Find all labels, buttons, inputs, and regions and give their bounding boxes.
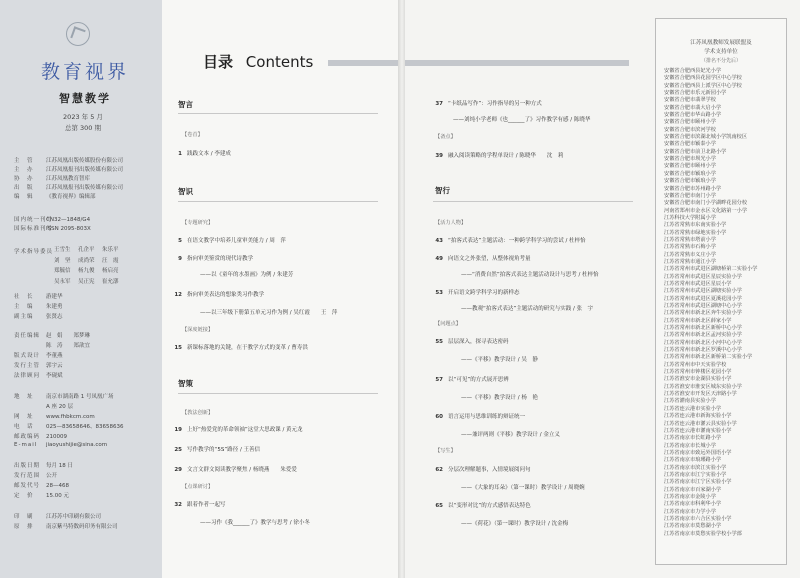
masthead-row-label: 社 长 bbox=[14, 294, 34, 300]
masthead-row-value: 南京市湖南路 1 号凤凰广场 bbox=[46, 394, 114, 400]
alliance-unit: 江苏省南京市莫愁湖小学 bbox=[664, 523, 722, 530]
masthead-row-value: 江苏苏中印刷有限公司 bbox=[46, 514, 102, 520]
masthead-row bbox=[14, 183, 123, 191]
advisor-name: 崔允漷 bbox=[102, 278, 119, 285]
masthead-row-value: ISSN 2095-803X bbox=[46, 226, 91, 232]
magazine-logo-icon bbox=[66, 22, 90, 46]
section-zhixing: 智行 bbox=[435, 186, 450, 195]
alliance-unit: 安徽省合肥市苏州路小学 bbox=[664, 185, 722, 192]
sidebar-title: 江苏凤凰教师发展联盟及 学术支持单位 bbox=[690, 40, 752, 55]
advisor-name: 汪 霞 bbox=[102, 257, 119, 264]
section-zhiyan: 智言 bbox=[178, 100, 193, 109]
masthead-row bbox=[14, 432, 67, 440]
masthead-row-value: 15.00 元 bbox=[46, 493, 69, 499]
entry-title: 向语文之外张望，从整体视角考量 bbox=[448, 256, 531, 262]
entry-title: 指向审美鉴赏的现代诗教学 bbox=[187, 256, 254, 262]
column-label: 【卷首】 bbox=[182, 132, 203, 138]
page-number: 60 bbox=[435, 414, 443, 420]
page-number: 29 bbox=[174, 467, 182, 473]
masthead-row-value: 江苏凤凰报刊出版传媒有限公司 bbox=[46, 185, 124, 191]
column-label: 【备点】 bbox=[435, 134, 456, 140]
section-zhishi: 智识 bbox=[178, 187, 193, 196]
page-number: 9 bbox=[178, 256, 182, 262]
masthead-row-value: 朱建勇 bbox=[46, 304, 63, 310]
page-number: 43 bbox=[435, 238, 443, 244]
masthead-row bbox=[14, 522, 118, 530]
advisor-name: 杨九俊 bbox=[78, 268, 95, 274]
toc-entry[interactable] bbox=[168, 236, 286, 244]
masthead-row bbox=[14, 292, 63, 300]
masthead-row-value: 《教育视界》编辑部 bbox=[46, 194, 96, 200]
alliance-unit: 江苏省常州市武进区星辰实验小学 bbox=[664, 273, 742, 280]
alliance-unit: 江苏省南京市江宁实验小学 bbox=[664, 471, 727, 478]
alliance-unit: 江苏省常州市中天实验学校 bbox=[664, 361, 727, 368]
masthead-row-value: 025—83658646、83658636 bbox=[46, 424, 124, 430]
alliance-unit: 江苏省淮安市金湖县实验小学 bbox=[664, 376, 732, 383]
masthead-row bbox=[14, 302, 63, 310]
section-zhice: 智策 bbox=[178, 379, 193, 388]
advisor-name: 杨启亮 bbox=[102, 268, 119, 274]
page-number: 12 bbox=[174, 292, 182, 298]
alliance-unit: 安徽省合肥市颖泰小学 bbox=[664, 141, 716, 148]
alliance-unit: 江苏省常熟市通江小学 bbox=[664, 258, 716, 265]
page-number: 49 bbox=[435, 256, 443, 262]
alliance-unit: 江苏省南京市长虹路小学 bbox=[664, 435, 722, 442]
masthead-row-label: 编 辑 bbox=[14, 194, 34, 200]
column-label: 【写生】 bbox=[435, 448, 456, 454]
section-divider bbox=[178, 113, 378, 114]
alliance-unit: 江苏省常熟市石梅小学 bbox=[664, 244, 716, 251]
toc-entry[interactable] bbox=[168, 290, 264, 298]
masthead-row-label: E-mail bbox=[14, 442, 38, 448]
alliance-unit: 河南省郑州市金水区文化路第一小学 bbox=[664, 207, 748, 214]
column-label: 【活力人物】 bbox=[435, 220, 467, 226]
masthead-row-value: 南京紫马特数码印务有限公司 bbox=[46, 524, 118, 530]
entry-title: 层层深入，探寻表达密码 bbox=[448, 339, 509, 345]
alliance-unit: 江苏省南京市力学小学 bbox=[664, 508, 716, 515]
toc-entry[interactable] bbox=[429, 254, 531, 262]
alliance-unit: 江苏省淮安市淮安区城东实验小学 bbox=[664, 383, 742, 390]
advisor-name: 吴正宪 bbox=[78, 278, 95, 285]
alliance-unit: 安徽省合肥市翡翠学校 bbox=[664, 97, 716, 104]
alliance-unit: 江苏省南京市金陵小学 bbox=[664, 493, 716, 500]
toc-entry[interactable]: 32 跟着作者一起写 bbox=[174, 502, 226, 508]
alliance-sidebar bbox=[655, 18, 787, 565]
page-number: 57 bbox=[435, 377, 443, 383]
issue-number: 总第 300 期 bbox=[64, 124, 102, 132]
toc-entry[interactable] bbox=[168, 254, 253, 262]
alliance-unit: 江苏省常州市新北区新桥第二实验小学 bbox=[664, 354, 753, 361]
masthead-row-label: 原 排 bbox=[14, 524, 34, 530]
masthead-row bbox=[14, 192, 96, 200]
masthead-row bbox=[14, 361, 63, 369]
toc-entry[interactable] bbox=[429, 375, 509, 383]
masthead-row-label: 法律顾问 bbox=[14, 373, 41, 379]
masthead-row bbox=[14, 312, 63, 320]
alliance-unit: 江苏省南京市滨江实验小学 bbox=[664, 464, 727, 471]
toc-entry[interactable] bbox=[168, 445, 260, 453]
alliance-unit: 江苏省常熟市义庄小学 bbox=[664, 251, 716, 258]
masthead-row bbox=[14, 392, 114, 400]
alliance-unit: 安徽省合肥市颐州小学 bbox=[664, 119, 716, 126]
masthead-row-label: 地 址 bbox=[14, 394, 34, 400]
alliance-unit: 江苏科技大学附属小学 bbox=[664, 214, 716, 221]
toc-entry[interactable] bbox=[429, 236, 586, 244]
toc-subentry: ——以《童年的水墨画》为例 / 朱建芳 bbox=[200, 272, 294, 278]
masthead-row-value: jiaoyushijie@sina.com bbox=[46, 442, 108, 448]
page-number: 55 bbox=[435, 339, 443, 345]
masthead-row bbox=[14, 412, 95, 420]
masthead-row-label: 副主编 bbox=[14, 314, 34, 320]
masthead-row-label: 印 刷 bbox=[14, 514, 34, 520]
toc-entry[interactable]: 37 “卡纸品写作”：习作指导的另一种方式 bbox=[435, 101, 542, 107]
alliance-unit: 安徽省合肥市华山路小学 bbox=[664, 112, 722, 119]
advisor-name: 郑毓信 bbox=[54, 268, 71, 274]
alliance-unit: 江苏省连云港市灌云县实验小学 bbox=[664, 420, 737, 427]
masthead-row bbox=[14, 165, 123, 173]
masthead-row-label: 出版日期 bbox=[14, 463, 41, 469]
masthead-row-value: www.fhbkcm.com bbox=[46, 414, 95, 420]
alliance-unit: 江苏省连云港市实验小学 bbox=[664, 405, 722, 412]
alliance-unit: 安徽省合肥西县上派学区中心学校 bbox=[664, 82, 742, 89]
entry-title: 以“变形对比”的方式感悟表达特色 bbox=[448, 503, 531, 509]
masthead-row-label: 网 址 bbox=[14, 414, 34, 420]
masthead-row bbox=[14, 461, 73, 469]
page-number: 62 bbox=[435, 467, 443, 473]
entry-title: 分层次理解题事，入情境展阅问句 bbox=[448, 467, 531, 473]
masthead-row bbox=[14, 224, 91, 232]
toc-entry[interactable] bbox=[429, 337, 509, 345]
sidebar-note: （排名不分先后） bbox=[700, 58, 741, 64]
advisor-name: 吴永军 bbox=[54, 278, 71, 285]
alliance-unit-list bbox=[664, 68, 786, 538]
toc-subentry: ——《平移》教学设计 / 杨 艳 bbox=[461, 395, 538, 401]
masthead-row bbox=[14, 422, 124, 430]
entry-title: 在语文教学中培养儿童审美能力 / 周 萍 bbox=[187, 238, 286, 244]
magazine-title: 教育视界 bbox=[40, 61, 129, 83]
alliance-unit: 安徽省合肥西县花园学区中心学校 bbox=[664, 75, 742, 82]
alliance-unit: 江苏省连云港市灌南实验小学 bbox=[664, 427, 732, 434]
column-label: 【点课研讨】 bbox=[182, 484, 214, 490]
masthead-row-label: 定 价 bbox=[14, 493, 34, 499]
masthead-row-label: 主 办 bbox=[14, 167, 34, 173]
masthead-row-label: 主 管 bbox=[14, 158, 34, 164]
column-label: 【专题研究】 bbox=[182, 220, 214, 226]
masthead-row-label: 发行主管 bbox=[14, 363, 41, 369]
toc-entry[interactable] bbox=[168, 425, 303, 433]
column-label: 【问题点】 bbox=[435, 321, 461, 327]
alliance-unit: 江苏省淮安市开发区天津路小学 bbox=[664, 391, 737, 398]
advisor-names bbox=[54, 245, 126, 287]
masthead-row bbox=[14, 215, 90, 223]
entry-title: “拍客式表达”主题活动：一种跨学科学习的尝试 / 杜梓怡 bbox=[448, 238, 586, 244]
masthead-row bbox=[14, 174, 90, 182]
toc-entry[interactable] bbox=[168, 465, 297, 473]
alliance-unit: 安徽省合肥市前卫北路小学 bbox=[664, 148, 727, 155]
masthead-row-value: 28—468 bbox=[46, 483, 69, 489]
masthead-row-value: CN32—1848/G4 bbox=[46, 217, 91, 223]
toc-subentry: ——刘纯小学老师《也______了》习作教学有感 / 陈晓华 bbox=[453, 117, 591, 123]
masthead-row-label: 主 编 bbox=[14, 304, 34, 310]
section-divider bbox=[178, 201, 378, 202]
masthead-row-label: 协 办 bbox=[14, 176, 34, 182]
masthead-row-label: 版式设计 bbox=[14, 353, 41, 359]
entry-title: 以“可见”的方式展开思辨 bbox=[448, 377, 509, 383]
advisor-name: 刘 坚 bbox=[54, 257, 71, 264]
masthead-row bbox=[14, 371, 63, 379]
alliance-unit: 江苏省常州市新北区新桥中心小学 bbox=[664, 325, 742, 332]
alliance-unit: 江苏省常州市武进区星辰小学 bbox=[664, 280, 732, 287]
masthead-row bbox=[14, 402, 73, 410]
masthead-row-label: 邮发代号 bbox=[14, 483, 41, 489]
masthead-row-value: 李董燕 bbox=[46, 353, 63, 359]
masthead-row bbox=[14, 491, 69, 499]
alliance-unit: 安徽省合肥市南门小学 bbox=[664, 192, 716, 199]
advisor-name: 成尚荣 bbox=[78, 257, 95, 264]
alliance-unit: 江苏省常熟市塔前小学 bbox=[664, 236, 716, 243]
column-label: 【教法创新】 bbox=[182, 410, 214, 416]
right-page bbox=[405, 0, 800, 578]
alliance-unit: 江苏省南京市长城小学 bbox=[664, 442, 716, 449]
entry-title: 指向审美表达的想象类习作教学 bbox=[187, 292, 265, 298]
column-label: 【深度链接】 bbox=[182, 327, 214, 333]
alliance-unit: 安徽省合肥市颖琅小学 bbox=[664, 178, 716, 185]
masthead-row-value: 江苏凤凰教育智库 bbox=[46, 176, 91, 182]
alliance-unit: 江苏省南京市江宁区实验小学 bbox=[664, 479, 732, 486]
alliance-unit: 江苏省常州市新北区孟河实验小学 bbox=[664, 332, 742, 339]
toc-heading-bar bbox=[405, 60, 629, 66]
alliance-unit: 安徽省合肥西县妃光小学 bbox=[664, 68, 722, 74]
masthead-row-value: 张贤志 bbox=[46, 314, 63, 320]
alliance-unit: 江苏省常州市新北区罗溪中心小学 bbox=[664, 347, 742, 354]
toc-subentry: ——习作《我______了》教学与思考 / 徐小冬 bbox=[200, 520, 310, 526]
alliance-unit: 江苏省常州市新北区小河中心小学 bbox=[664, 339, 742, 346]
toc-heading-bar bbox=[328, 60, 400, 66]
masthead-row-label: 国际标准刊号 bbox=[14, 226, 54, 232]
masthead-row bbox=[14, 512, 101, 520]
entry-title: 上好“热爱党的革命领袖”这堂大思政课 / 黄元龙 bbox=[187, 427, 303, 433]
alliance-unit: 江苏省常州市钟楼区花园小学 bbox=[664, 369, 732, 376]
toc-subentry: ——《平移》教学设计 / 吴 静 bbox=[461, 357, 538, 363]
alliance-unit: 江苏省常熟市绿地实验小学 bbox=[664, 229, 727, 236]
masthead-row-value: 游建华 bbox=[46, 294, 63, 300]
alliance-unit: 江苏省连云港市新海实验小学 bbox=[664, 413, 732, 420]
toc-entry[interactable] bbox=[429, 288, 520, 296]
advisors-label: 学术指导委员 bbox=[14, 249, 54, 255]
masthead-row bbox=[14, 442, 107, 448]
toc-subentry: ——“消费自然”拍客式表达主题活动设计与思考 / 杜梓怡 bbox=[461, 272, 599, 278]
alliance-unit: 江苏省南京市莫愁实验学校小学部 bbox=[664, 530, 742, 537]
toc-entry[interactable]: 1 践践文本 / 李建成 bbox=[178, 151, 231, 157]
page-number: 65 bbox=[435, 503, 443, 509]
advisor-name: 王雪生 bbox=[54, 247, 71, 253]
toc-subentry: ——《荷花》（第一课时）教学设计 / 沈金梅 bbox=[461, 521, 569, 527]
alliance-unit: 安徽省合肥市乐元新园小学 bbox=[664, 90, 727, 97]
alliance-unit: 江苏省常州市武进区湖塘中心小学 bbox=[664, 303, 742, 309]
masthead-row-label: 电 话 bbox=[14, 424, 34, 430]
toc-entry[interactable] bbox=[429, 501, 531, 509]
alliance-unit: 江苏省常州市新北区奔牛实验小学 bbox=[664, 310, 742, 317]
toc-entry[interactable] bbox=[429, 465, 531, 473]
section-divider bbox=[178, 393, 378, 394]
alliance-unit: 江苏省南京市六合区实验小学 bbox=[664, 515, 732, 522]
magazine-subtitle: 智慧教学 bbox=[59, 92, 111, 105]
alliance-unit: 江苏省常熟市东南实验小学 bbox=[664, 222, 727, 229]
toc-subentry: ——以三年级下册第五单元习作为例 / 吴红霞 王 萍 bbox=[200, 310, 338, 316]
issue-date: 2023 年 5 月 bbox=[63, 113, 103, 121]
alliance-unit: 安徽省合肥市南门小学湖畔花园分校 bbox=[664, 200, 748, 207]
toc-subentry: ——教观“拍客式表达”主题活动的研究与实践 / 张 宇 bbox=[461, 306, 594, 312]
masthead-row-value: A 座 20 层 bbox=[46, 404, 74, 410]
masthead-row-value: 陈 涛 郑歆宜 bbox=[46, 343, 91, 349]
masthead-row-value: 210009 bbox=[46, 434, 67, 440]
masthead-row-label: 责任编辑 bbox=[14, 333, 41, 339]
alliance-unit: 江苏省常州市武进区夏溪花园小学 bbox=[664, 295, 742, 302]
masthead-row-value: 江苏凤凰报刊出版传媒有限公司 bbox=[46, 167, 124, 173]
alliance-unit: 安徽省合肥市翡大启小学 bbox=[664, 104, 722, 111]
alliance-unit: 江苏省常州市武进区湖塘桥第二实验小学 bbox=[664, 266, 758, 273]
alliance-unit: 江苏省南京市百家湖小学 bbox=[664, 486, 722, 493]
page-number: 19 bbox=[174, 427, 182, 433]
masthead-row-value: 郭宇云 bbox=[46, 363, 63, 369]
masthead-row-label: 国内统一刊号 bbox=[14, 217, 54, 223]
alliance-unit: 江苏省常州市武进区湖塘实验小学 bbox=[664, 288, 742, 295]
alliance-unit: 安徽省合肥市滨河学校 bbox=[664, 126, 716, 133]
masthead-row-value: 李砚斌 bbox=[46, 373, 63, 379]
advisor-name: 朱乐平 bbox=[102, 247, 119, 253]
page-number: 25 bbox=[174, 447, 182, 453]
masthead-row bbox=[14, 331, 90, 339]
toc-entry[interactable]: 39 融入阅读策略的学程单设计 / 陈晓华 沈 莉 bbox=[435, 153, 564, 159]
alliance-unit: 安徽省合肥市颐州小学 bbox=[664, 163, 716, 170]
entry-title: 语言运用与思维训练的辩证统一 bbox=[448, 414, 526, 420]
toc-entry[interactable]: 15 新课标落地的关键，在于教学方式的变革 / 曹寿洪 bbox=[174, 345, 308, 351]
page-number: 53 bbox=[435, 290, 443, 296]
section-divider bbox=[433, 201, 633, 202]
alliance-unit: 安徽省合肥市滨湖北城小学凯南校区 bbox=[664, 134, 748, 141]
alliance-unit: 江苏省常州市新北区薛家小学 bbox=[664, 317, 732, 324]
masthead-row-value: 公开 bbox=[46, 473, 58, 479]
toc-subentry: ——《大象的耳朵》（第一课时）教学设计 / 周晓婉 bbox=[461, 485, 585, 491]
masthead-row-value: 每月 18 日 bbox=[46, 463, 73, 469]
masthead-row-value: 赵 娟 郑梦琳 bbox=[46, 333, 91, 339]
alliance-unit: 安徽省合肥市颖琅小学 bbox=[664, 170, 716, 177]
page-number: 5 bbox=[178, 238, 182, 244]
masthead-row bbox=[14, 341, 90, 349]
entry-title: 文言文群文阅读教学聚焦 / 杨晓燕 朱爱爱 bbox=[187, 467, 297, 473]
advisor-name: 孔企平 bbox=[78, 247, 95, 253]
alliance-unit: 江苏省灌南县实验小学 bbox=[664, 398, 716, 405]
entry-title: 开启语文跨学科学习的新样态 bbox=[448, 290, 520, 296]
alliance-unit: 江苏省南京市致远外国语小学 bbox=[664, 449, 732, 456]
masthead-row bbox=[14, 156, 123, 164]
toc-entry[interactable] bbox=[429, 412, 525, 420]
entry-title: 写作教学的“5S”路径 / 王善信 bbox=[187, 447, 261, 453]
masthead-row-value: 江苏凤凰出版传媒股份有限公司 bbox=[46, 158, 124, 164]
toc-subentry: ——兼评两则《平移》教学设计 / 金立义 bbox=[461, 432, 560, 438]
masthead-row bbox=[14, 351, 63, 359]
alliance-unit: 安徽省合肥市坝光小学 bbox=[664, 156, 716, 163]
alliance-unit: 江苏省南京市琅琊路小学 bbox=[664, 457, 722, 464]
masthead-column bbox=[0, 0, 162, 578]
masthead-row-label: 发行范围 bbox=[14, 473, 41, 479]
masthead-row bbox=[14, 471, 57, 479]
masthead-row-label: 出 版 bbox=[14, 185, 34, 191]
masthead-row-label: 邮政编码 bbox=[14, 434, 41, 440]
toc-heading: 目录 Contents bbox=[203, 53, 314, 71]
masthead-row bbox=[14, 481, 69, 489]
alliance-unit: 江苏省南京市科利华小学 bbox=[664, 501, 722, 508]
